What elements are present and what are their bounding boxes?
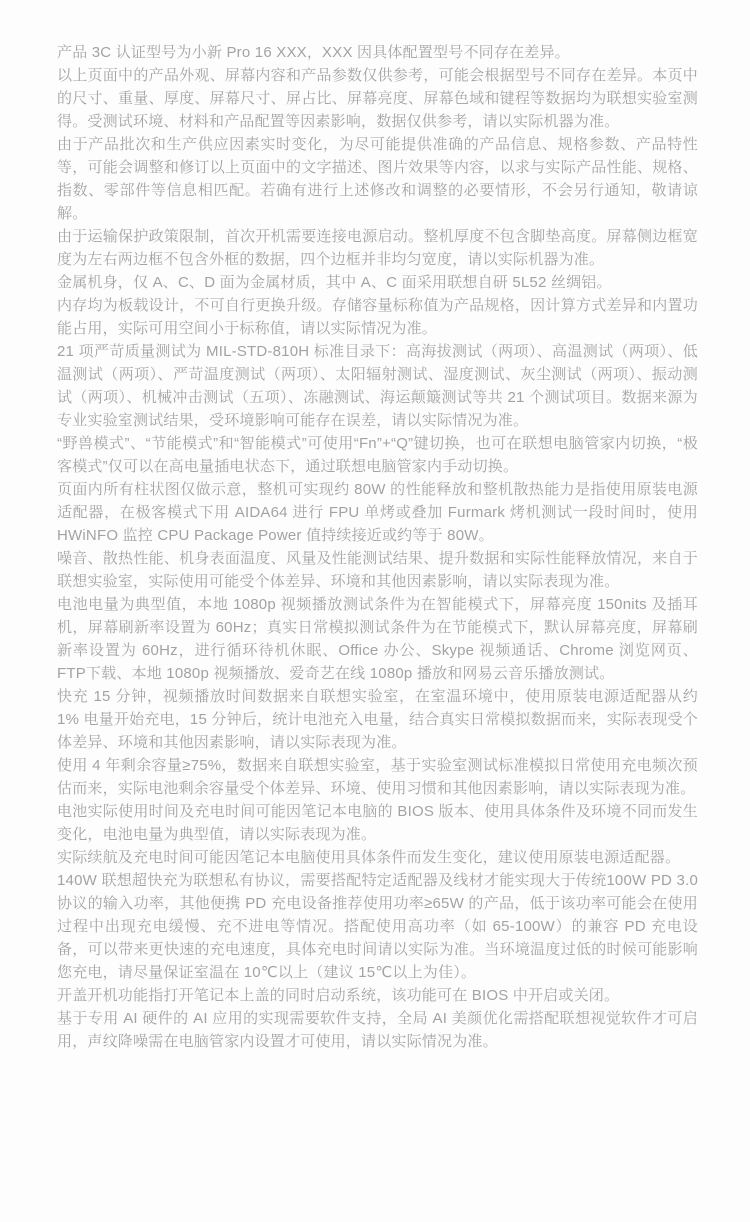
product-disclaimer-section [57,41,698,1053]
disclaimer-paragraph-transport: 由于运输保护政策限制，首次开机需要连接电源启动。整机厚度不包含脚垫高度。屏幕侧边框宽度为左右两边框不包含外框的数据，四个边框并非均匀宽度，请以实际机器为准。 [57,228,698,268]
disclaimer-paragraph-endurance: 实际续航及充电时间可能因笔记本电脑使用具体条件而发生变化，建议使用原装电源适配器。 [57,849,681,866]
disclaimer-paragraph-capacity-4yr: 使用 4 年剩余容量≥75%，数据来自联想实验室，基于实验室测试标准模拟日常使用充电频次预估而来，实际电池剩余容量受个体差异、环境、使用习惯和其他因素影响，请以实际表现为准。 [57,757,698,797]
disclaimer-paragraph-3c-model: 产品 3C 认证型号为小新 Pro 16 XXX，XXX 因具体配置型号不同存在差异。 [57,44,570,61]
disclaimer-paragraph-battery-tests: 电池电量为典型值，本地 1080p 视频播放测试条件为在智能模式下，屏幕亮度 150nits 及插耳机，屏幕刷新率设置为 60Hz；真实日常模拟测试条件为在节能模式下，默认屏幕亮度，屏幕刷新率设置为 60Hz，进行循环待机休眠、Office 办公、Skype 视频通话、Chrome 浏览网页、FTP下载、本地 1080p 视频播放、爱奇艺在线 1080p 播放和网易云音乐播放测试。 [57,596,698,682]
disclaimer-paragraph-batch-revision: 由于产品批次和生产供应因素实时变化，为尽可能提供准确的产品信息、规格参数、产品特性等，可能会调整和修订以上页面中的文字描述、图片效果等内容，以求与实际产品性能、规格、指数、零部件等信息相匹配。若确有进行上述修改和调整的必要情形，不会另行通知，敬请谅解。 [57,136,698,222]
disclaimer-paragraph-metal-body: 金属机身，仅 A、C、D 面为金属材质，其中 A、C 面采用联想自研 5L52 丝绸铝。 [57,274,612,291]
disclaimer-paragraph-140w-charging: 140W 联想超快充为联想私有协议，需要搭配特定适配器及线材才能实现大于传统100W PD 3.0 协议的输入功率，其他便携 PD 充电设备推荐使用功率≥65W 的产品，低于该功率可能会在使用过程中出现充电缓慢、充不进电等情况。搭配使用高功率（如 65-100W）的兼容 PD 充电设备，可以带来更快速的充电速度，具体充电时间请以实际为准。当环境温度过低的时候可能影响您充电，请尽量保证室温在 10℃以上（建议 15℃以上为佳）。 [57,872,698,981]
disclaimer-paragraph-lid-power-on: 开盖开机功能指打开笔记本上盖的同时启动系统，该功能可在 BIOS 中开启或关闭。 [57,987,620,1004]
disclaimer-paragraph-appearance: 以上页面中的产品外观、屏幕内容和产品参数仅供参考，可能会根据型号不同存在差异。本页中的尺寸、重量、厚度、屏幕尺寸、屏占比、屏幕亮度、屏幕色域和键程等数据均为联想实验室测得。受测试环境、材料和产品配置等因素影响，数据仅供参考，请以实际机器为准。 [57,67,698,130]
disclaimer-paragraph-mil-std-tests: 21 项严苛质量测试为 MIL-STD-810H 标准目录下：高海拔测试（两项）、高温测试（两项）、低温测试（两项）、严苛温度测试（两项）、太阳辐射测试、湿度测试、灰尘测试（两项）、振动测试（两项）、机械冲击测试（五项）、冻融测试、海运颠簸测试等共 21 个测试项目。数据来源为专业实验室测试结果，受环境影响可能存在误差，请以实际情况为准。 [57,343,698,429]
disclaimer-paragraph-memory: 内存均为板载设计，不可自行更换升级。存储容量标称值为产品规格，因计算方式差异和内置功能占用，实际可用空间小于标称值，请以实际情况为准。 [57,297,698,337]
disclaimer-paragraph-80w-performance: 页面内所有柱状图仅做示意，整机可实现约 80W 的性能释放和整机散热能力是指使用原装电源适配器，在极客模式下用 AIDA64 进行 FPU 单烤或叠加 Furmark 烤机测试一段时间时，使用 HWiNFO 监控 CPU Package Power 值持续接近或约等于 80W。 [57,481,698,544]
disclaimer-paragraph-ai-features: 基于专用 AI 硬件的 AI 应用的实现需要软件支持，全局 AI 美颜优化需搭配联想视觉软件才可启用，声纹降噪需在电脑管家内设置才可使用，请以实际情况为准。 [57,1010,698,1050]
disclaimer-paragraph-bios-variance: 电池实际使用时间及充电时间可能因笔记本电脑的 BIOS 版本、使用具体条件及环境不同而发生变化，电池电量为典型值，请以实际表现为准。 [57,803,698,843]
disclaimer-paragraph-thermal-noise: 噪音、散热性能、机身表面温度、风量及性能测试结果、提升数据和实际性能释放情况，来自于联想实验室，实际使用可能受个体差异、环境和其他因素影响，请以实际表现为准。 [57,550,698,590]
disclaimer-paragraph-power-modes: “野兽模式”、“节能模式”和“智能模式”可使用“Fn”+“Q”键切换，也可在联想电脑管家内切换，“极客模式”仅可以在高电量插电状态下，通过联想电脑管家内手动切换。 [57,435,698,475]
disclaimer-paragraph-fast-charge: 快充 15 分钟，视频播放时间数据来自联想实验室，在室温环境中，使用原装电源适配器从约 1% 电量开始充电，15 分钟后，统计电池充入电量，结合真实日常模拟数据而来，实际表现受个体差异、环境和其他因素影响，请以实际表现为准。 [57,688,698,751]
